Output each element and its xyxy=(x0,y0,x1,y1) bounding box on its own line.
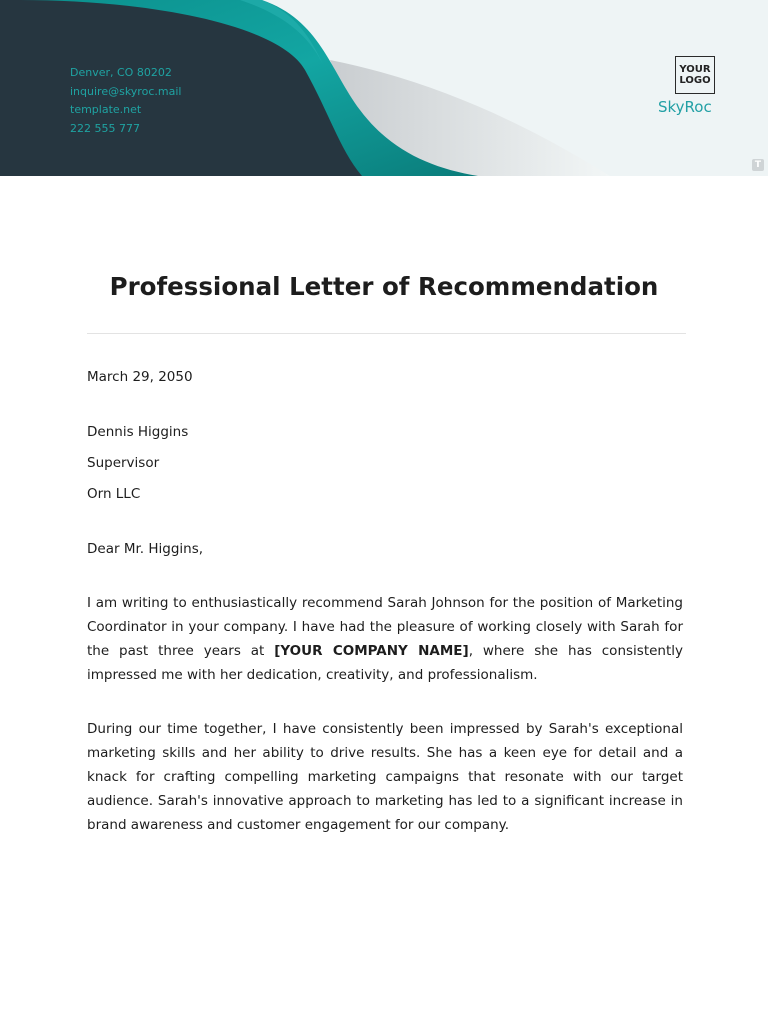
salutation: Dear Mr. Higgins, xyxy=(87,541,204,557)
letter-date: March 29, 2050 xyxy=(87,369,193,385)
logo-text-line1: YOUR xyxy=(679,64,711,75)
document-title: Professional Letter of Recommendation xyxy=(109,272,659,301)
title-divider xyxy=(87,333,686,334)
recipient-position: Supervisor xyxy=(87,455,160,471)
paragraph-1-text-start: I am writing to enthusiastically recommend Sarah Johnson for the position of Marketing Coordinator in your company. I have had the pleasure of working closely with Sarah for the past three years at xyxy=(87,595,683,659)
contact-email[interactable]: inquire@skyroc.mail xyxy=(70,84,182,98)
contact-address: Denver, CO 80202 xyxy=(70,66,172,79)
recipient-company: Orn LLC xyxy=(87,486,141,502)
paragraph-1 xyxy=(87,591,683,687)
logo-text-line2: LOGO xyxy=(679,75,711,86)
recipient-name: Dennis Higgins xyxy=(87,424,189,440)
paragraph-1-text-end: , where she has consistently impressed me with her dedication, creativity, and professionalism. xyxy=(87,643,684,683)
letterhead-header xyxy=(0,0,768,176)
template-watermark-icon: T xyxy=(752,159,764,171)
company-name-placeholder: [YOUR COMPANY NAME] xyxy=(274,643,469,659)
contact-block xyxy=(70,64,181,138)
contact-phone: 222 555 777 xyxy=(70,121,140,135)
contact-website[interactable]: template.net xyxy=(70,103,142,116)
brand-name: SkyRoc xyxy=(658,98,712,116)
logo-placeholder xyxy=(675,56,715,94)
paragraph-2: During our time together, I have consistently been impressed by Sarah's exceptional marketing skills and her ability to drive results. She has a keen eye for detail and a knack for crafting compelling marketing campaigns that resonate with our target audience. Sarah's innovative approach to marketing has led to a significant increase in brand awareness and customer engagement for our company. xyxy=(87,721,683,833)
